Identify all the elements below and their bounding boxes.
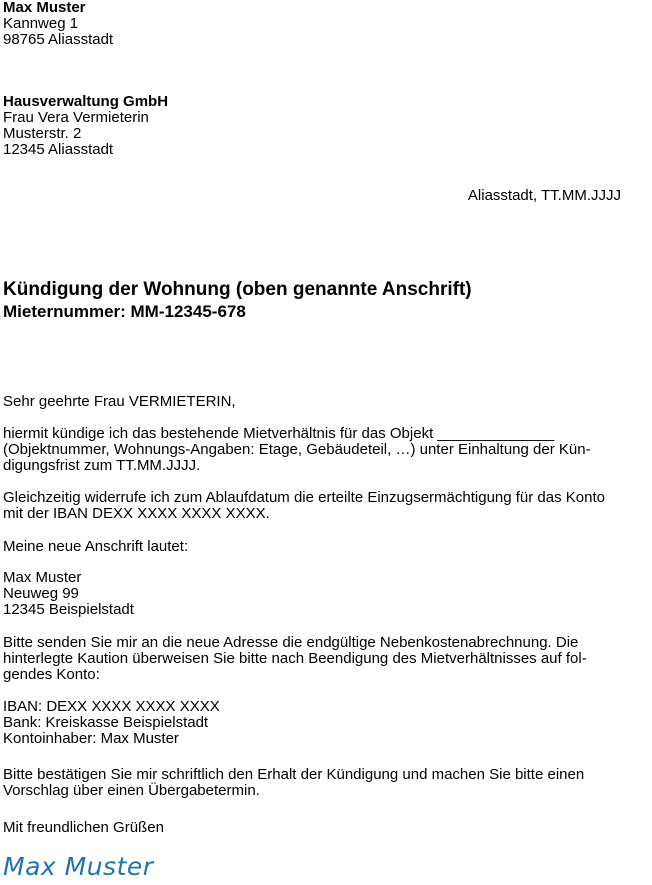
bank-name: Bank: Kreiskasse Beispielstadt — [3, 714, 209, 731]
date-line: Aliasstadt, TT.MM.JJJJ — [467, 187, 621, 204]
paragraph-line: Bitte bestätigen Sie mir schriftlich den Erhalt der Kündigung und machen Sie bitte einen — [3, 766, 585, 783]
bank-holder: Kontoinhaber: Max Muster — [3, 730, 179, 747]
paragraph-line: Bitte senden Sie mir an die neue Adresse die endgültige Nebenkostenabrechnung. Die — [3, 634, 579, 651]
paragraph-line: digungsfrist zum TT.MM.JJJJ. — [3, 457, 201, 474]
paragraph-termination — [3, 426, 649, 474]
paragraph-confirmation — [3, 767, 649, 799]
paragraph-direct-debit — [3, 490, 649, 522]
paragraph-line: mit der IBAN DEXX XXXX XXXX XXXX. — [3, 505, 270, 522]
bank-iban: IBAN: DEXX XXXX XXXX XXXX — [3, 698, 220, 715]
paragraph-deposit — [3, 635, 649, 683]
closing: Mit freundlichen Grüßen — [3, 819, 164, 836]
subject-reference: Mieternummer: MM-12345-678 — [3, 302, 246, 321]
sender-address — [3, 0, 113, 48]
paragraph-line: hinterlegte Kaution überweisen Sie bitte nach Beendigung des Mietverhältnisses auf fol- — [3, 650, 587, 667]
paragraph-line: hiermit kündige ich das bestehende Mietverhältnis für das Objekt ______________ — [3, 425, 555, 442]
paragraph-line: Gleichzeitig widerrufe ich zum Ablaufdatum die erteilte Einzugsermächtigung für das Konto — [3, 489, 605, 506]
sender-city: 98765 Aliasstadt — [3, 31, 114, 48]
recipient-company: Hausverwaltung GmbH — [3, 93, 169, 110]
paragraph-new-address-intro: Meine neue Anschrift lautet: — [3, 538, 189, 555]
sender-name: Max Muster — [3, 0, 86, 16]
salutation: Sehr geehrte Frau VERMIETERIN, — [3, 393, 236, 410]
subject-block — [3, 279, 472, 322]
recipient-contact: Frau Vera Vermieterin — [3, 109, 149, 126]
recipient-address — [3, 94, 168, 158]
new-address-city: 12345 Beispielstadt — [3, 601, 134, 618]
paragraph-line: (Objektnummer, Wohnungs-Angaben: Etage, Gebäudeteil, …) unter Einhaltung der Kün- — [3, 441, 591, 458]
sender-street: Kannweg 1 — [3, 15, 79, 32]
paragraph-line: gendes Konto: — [3, 666, 100, 683]
paragraph-line: Vorschlag über einen Übergabetermin. — [3, 782, 260, 799]
subject-title: Kündigung der Wohnung (oben genannte Anschrift) — [3, 279, 472, 300]
recipient-city: 12345 Aliasstadt — [3, 141, 114, 158]
bank-details — [3, 699, 220, 747]
recipient-street: Musterstr. 2 — [3, 125, 82, 142]
new-address-street: Neuweg 99 — [3, 585, 79, 602]
signature: Max Muster — [3, 852, 154, 881]
new-address-name: Max Muster — [3, 569, 82, 586]
new-address — [3, 570, 134, 618]
